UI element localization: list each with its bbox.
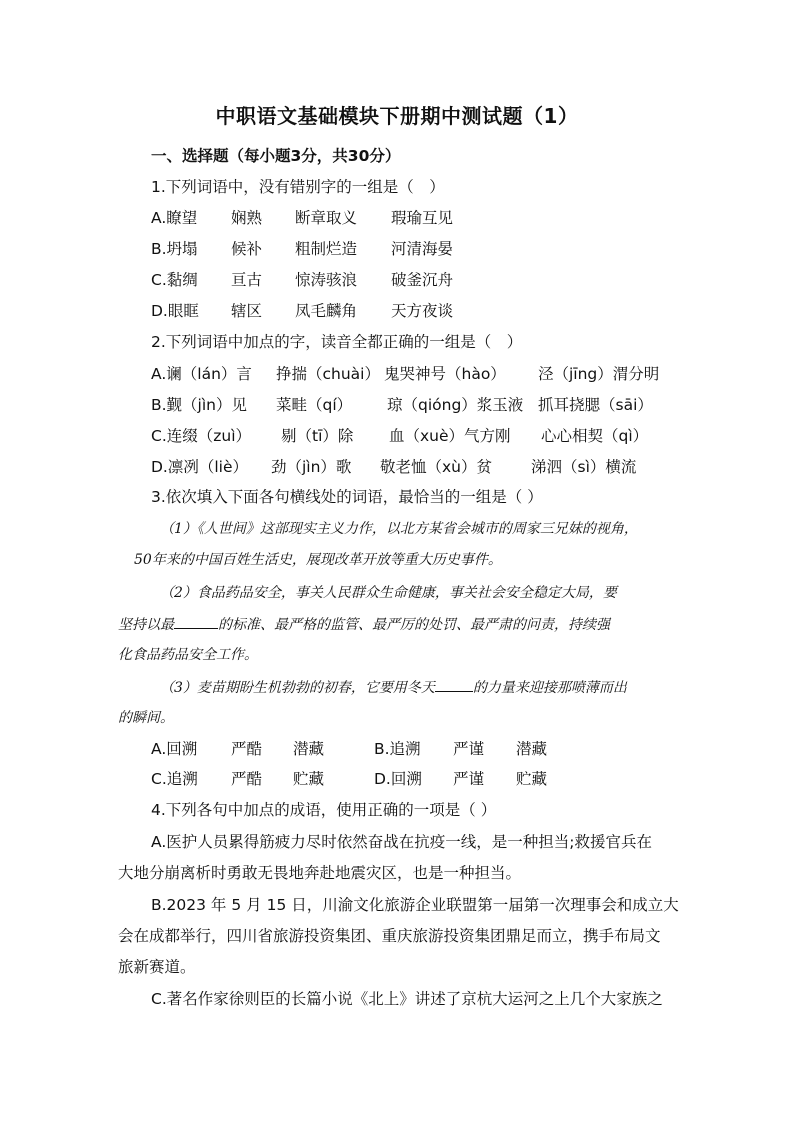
option-text: 辖区 (231, 302, 263, 320)
option-text: B.追溯 (374, 740, 421, 758)
option-text: D.凛冽（liè） (151, 458, 249, 476)
option-text: 菜畦（qí） (276, 396, 353, 414)
option-text: 贮藏 (293, 770, 325, 788)
question-3-sentence-3-end: 的瞬间。 (118, 710, 174, 726)
option-text: C.连缀（zuì） (151, 427, 252, 445)
fill-blank (435, 677, 473, 692)
sentence-text: 的标准、最严格的监管、最严厉的处罚、最严肃的问责，持续强 (218, 617, 610, 633)
question-3-sentence-2: （2）食品药品安全，事关人民群众生命健康，事关社会安全稳定大局，要 (160, 585, 617, 601)
option-text: 粗制烂造 (295, 240, 358, 258)
question-4-option-a: A.医护人员累得筋疲力尽时依然奋战在抗疫一线，是一种担当;救援官兵在 (151, 833, 652, 851)
question-3-stem: 3.依次填入下面各句横线处的词语，最恰当的一组是（ ） (151, 488, 543, 506)
option-text: 心心相契（qì） (541, 427, 649, 445)
sentence-text: 坚持以最 (118, 617, 174, 633)
option-text: 断章取义 (295, 209, 358, 227)
option-text: 鬼哭神号（hào） (384, 365, 506, 383)
question-3-sentence-2-cont (118, 614, 610, 635)
option-text: 潜藏 (516, 740, 548, 758)
option-text: 凤毛麟角 (295, 302, 358, 320)
question-4-option-c: C.著名作家徐则臣的长篇小说《北上》讲述了京杭大运河之上几个大家族之 (151, 990, 663, 1008)
option-text: 严酷 (231, 770, 263, 788)
question-3-sentence-1-cont: 50年来的中国百姓生活史，展现改革开放等重大历史事件。 (134, 552, 502, 568)
option-text: A.瞭望 (151, 209, 198, 227)
question-3-sentence-3 (160, 677, 627, 698)
option-text: 剔（tī）除 (281, 427, 354, 445)
option-text: 琼（qióng）浆玉液 (387, 396, 524, 414)
question-4-option-a-cont: 大地分崩离析时勇敢无畏地奔赴地震灾区，也是一种担当。 (118, 864, 522, 882)
section-heading: 一、选择题（每小题3分，共30分） (151, 147, 401, 165)
option-text: 抓耳挠腮（sāi） (538, 396, 653, 414)
option-text: 破釜沉舟 (391, 271, 454, 289)
option-text: 天方夜谈 (391, 302, 454, 320)
option-text: 严谨 (453, 770, 485, 788)
option-text: 潜藏 (293, 740, 325, 758)
sentence-text: 的力量来迎接那喷薄而出 (472, 680, 627, 696)
option-text: A.谰（lán）言 (151, 365, 252, 383)
option-text: 涕泗（sì）横流 (531, 458, 637, 476)
option-text: 惊涛骇浪 (295, 271, 358, 289)
option-text: C.黏绸 (151, 271, 198, 289)
option-text: 敬老恤（xù）贫 (380, 458, 492, 476)
option-text: 劲（jìn）歌 (271, 458, 352, 476)
question-1-stem: 1.下列词语中，没有错别字的一组是（ ） (151, 178, 445, 196)
question-4-stem: 4.下列各句中加点的成语，使用正确的一项是（ ） (151, 801, 497, 819)
option-text: 河清海晏 (391, 240, 454, 258)
option-text: A.回溯 (151, 740, 198, 758)
page-title: 中职语文基础模块下册期中测试题（1） (215, 104, 579, 128)
option-text: 瑕瑜互见 (391, 209, 454, 227)
option-text: C.追溯 (151, 770, 198, 788)
question-4-option-b-end: 旅新赛道。 (118, 958, 196, 976)
question-4-option-b: B.2023 年 5 月 15 日，川渝文化旅游企业联盟第一届第一次理事会和成立大 (151, 896, 679, 914)
fill-blank (174, 614, 218, 629)
option-text: 血（xuè）气方刚 (389, 427, 511, 445)
question-2-stem: 2.下列词语中加点的字，读音全都正确的一组是（ ） (151, 333, 523, 351)
option-text: 候补 (231, 240, 263, 258)
option-text: 严谨 (453, 740, 485, 758)
option-text: B.坍塌 (151, 240, 198, 258)
option-text: 贮藏 (516, 770, 548, 788)
option-text: 挣揣（chuài） (276, 365, 380, 383)
option-text: 亘古 (231, 271, 263, 289)
question-3-sentence-2-end: 化食品药品安全工作。 (118, 647, 258, 663)
question-3-sentence-1: （1）《人世间》这部现实主义力作，以北方某省会城市的周家三兄妹的视角， (160, 521, 638, 537)
option-text: B.觐（jìn）见 (151, 396, 247, 414)
option-text: D.回溯 (374, 770, 422, 788)
option-text: D.眼眶 (151, 302, 199, 320)
question-4-option-b-cont: 会在成都举行，四川省旅游投资集团、重庆旅游投资集团鼎足而立，携手布局文 (118, 927, 661, 945)
option-text: 泾（jīng）渭分明 (538, 365, 660, 383)
sentence-text: （3）麦苗期盼生机勃勃的初春，它要用冬天 (160, 680, 435, 696)
option-text: 严酷 (231, 740, 263, 758)
option-text: 娴熟 (231, 209, 263, 227)
